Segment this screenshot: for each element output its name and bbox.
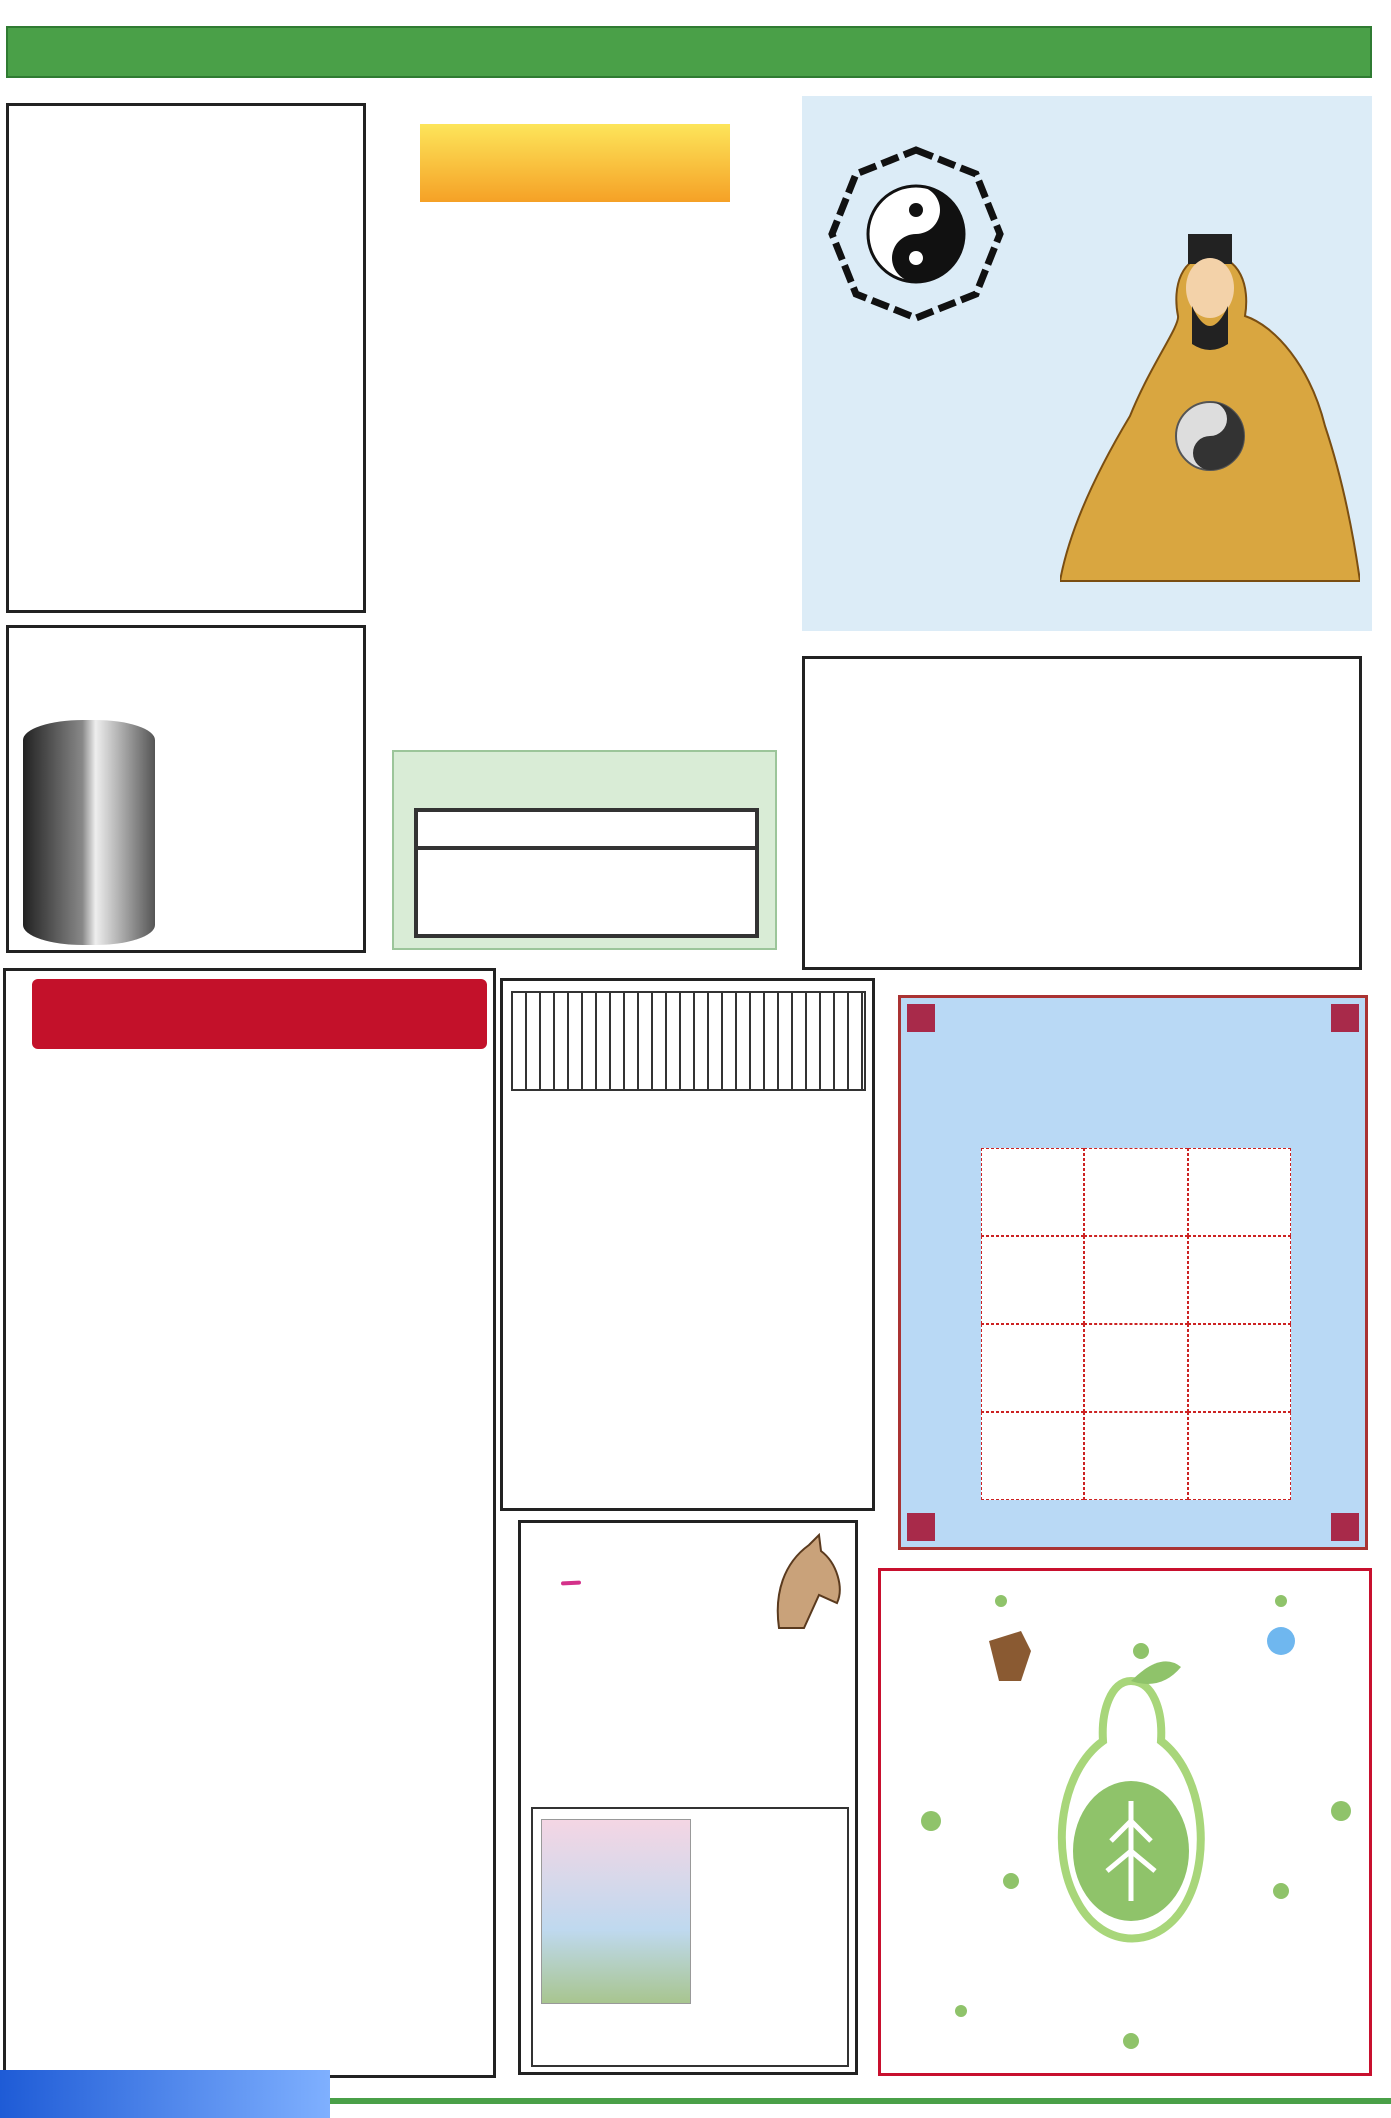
abacus-panel bbox=[392, 750, 777, 950]
bagua-icon bbox=[826, 144, 1006, 324]
magazine-thumbnail bbox=[541, 1819, 691, 2004]
nine-palace-box bbox=[6, 625, 366, 953]
bagua-panel bbox=[802, 96, 1372, 631]
zodiac-poem-box bbox=[6, 103, 366, 613]
footer-brand bbox=[0, 2070, 330, 2118]
puzzle-cell bbox=[981, 1148, 1084, 1236]
corner-decoration bbox=[907, 1004, 935, 1032]
ad-inner-box bbox=[531, 1807, 849, 2067]
horse-head-icon bbox=[749, 1533, 849, 1633]
puzzle-cell bbox=[1084, 1324, 1187, 1412]
zhouyi-body bbox=[517, 1111, 862, 1501]
horse-paper-ad bbox=[518, 1520, 858, 2075]
corner-decoration bbox=[1331, 1513, 1359, 1541]
zodiac-puzzle bbox=[898, 995, 1368, 1550]
sage-figure-icon bbox=[1060, 226, 1360, 586]
ad-subtitle bbox=[561, 1580, 581, 1585]
abacus-frame bbox=[414, 808, 759, 938]
fortune-cylinder bbox=[23, 720, 155, 945]
puzzle-cell bbox=[1084, 1236, 1187, 1324]
puzzle-cell bbox=[981, 1324, 1084, 1412]
puzzle-cell bbox=[981, 1412, 1084, 1500]
pear-panel bbox=[878, 1568, 1372, 2076]
corner-decoration bbox=[907, 1513, 935, 1541]
puzzle-grid bbox=[981, 1148, 1291, 1500]
puzzle-cell bbox=[1188, 1412, 1291, 1500]
corner-decoration bbox=[1331, 1004, 1359, 1032]
pear-icon bbox=[881, 1571, 1369, 2073]
puzzle-cell bbox=[981, 1236, 1084, 1324]
zhouyi-box bbox=[500, 978, 875, 1511]
header-banner bbox=[0, 0, 1391, 90]
footer bbox=[0, 2070, 1391, 2118]
abacus-icon bbox=[418, 812, 755, 934]
zhouyi-header bbox=[511, 991, 866, 1091]
puzzle-cell bbox=[1084, 1412, 1187, 1500]
puzzle-cell bbox=[1188, 1324, 1291, 1412]
zodiac-table-title bbox=[32, 979, 487, 1049]
puzzle-cell bbox=[1188, 1148, 1291, 1236]
puzzle-cell bbox=[1188, 1236, 1291, 1324]
analysis-box bbox=[802, 656, 1362, 970]
horse-secret-banner bbox=[420, 124, 730, 202]
horse-secret-panel bbox=[400, 100, 790, 610]
header-green-bar bbox=[6, 26, 1372, 78]
puzzle-cell bbox=[1084, 1148, 1187, 1236]
zodiac-number-table bbox=[3, 968, 496, 2078]
